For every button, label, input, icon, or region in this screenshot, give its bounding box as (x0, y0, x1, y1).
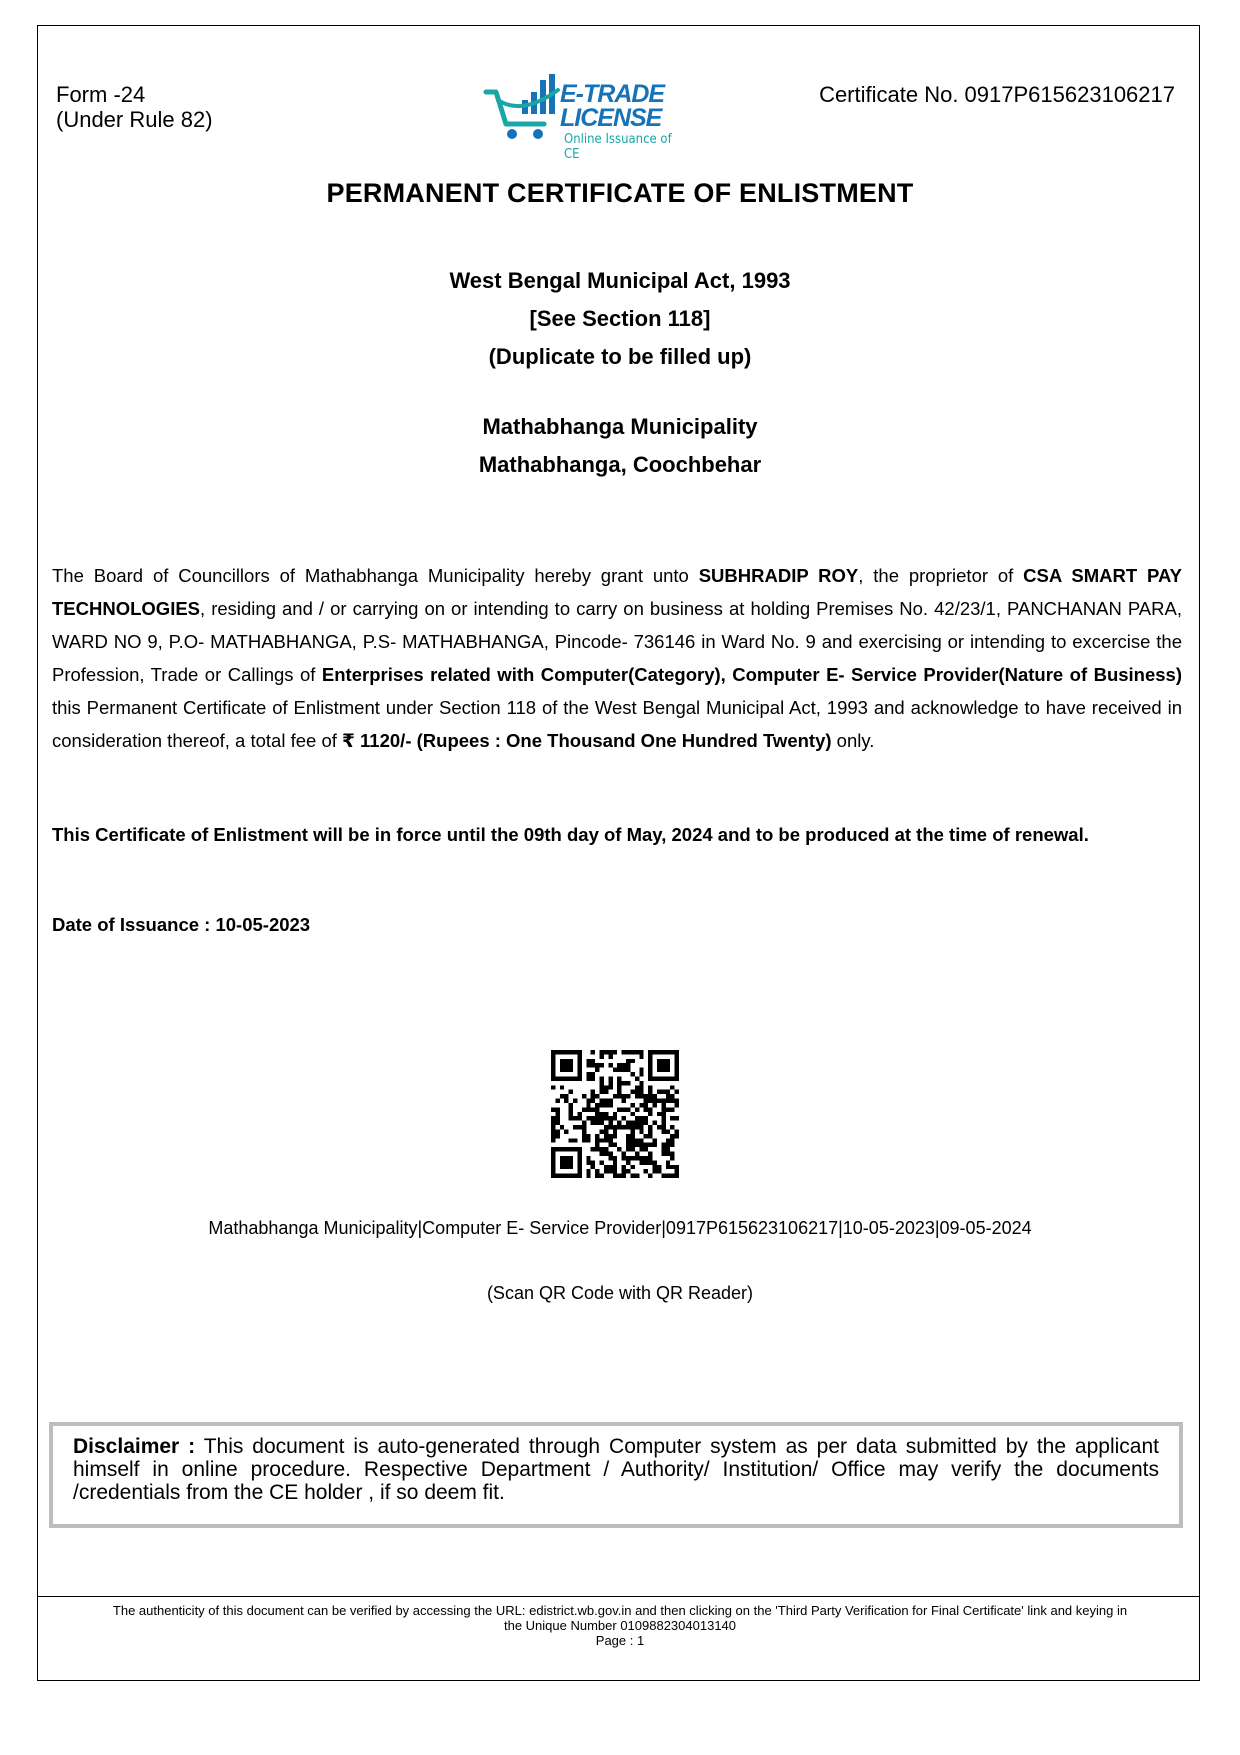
act-name: West Bengal Municipal Act, 1993 (449, 268, 791, 293)
disclaimer-text: This document is auto-generated through Computer system as per data submitted by the applicant himself in online procedure. Respective Department / Authority/ Institution/ Office may verify the documents /credentials from the CE holder , if so deem fit. (73, 1435, 1159, 1504)
grant-paragraph (52, 559, 1182, 757)
body-text: only. (831, 730, 875, 751)
act-section: [See Section 118] (529, 306, 711, 331)
verification-footer (50, 1603, 1190, 1648)
body-text: The Board of Councillors of Mathabhanga Municipality hereby grant unto (52, 565, 699, 586)
disclaimer-box (49, 1422, 1183, 1528)
unique-number: the Unique Number 0109882304013140 (503, 1618, 737, 1633)
document-title: PERMANENT CERTIFICATE OF ENLISTMENT (326, 178, 914, 208)
logo-tagline: Online Issuance of CE (564, 132, 672, 162)
proprietor-name: SUBHRADIP ROY (698, 565, 859, 586)
fee-amount: ₹ 1120/- (Rupees : One Thousand One Hundred Twenty) (342, 730, 832, 751)
logo-text-license: LICENSE (560, 104, 662, 132)
page-number: Page : 1 (595, 1633, 645, 1648)
qr-hint: (Scan QR Code with QR Reader) (486, 1283, 754, 1303)
municipality-name: Mathabhanga Municipality (482, 414, 758, 439)
municipality-location: Mathabhanga, Coochbehar (478, 452, 762, 477)
footer-divider (37, 1596, 1200, 1597)
act-reference (0, 262, 1240, 376)
validity-statement: This Certificate of Enlistment will be in force until the 09th day of May, 2024 and to be produced at the time of renewal. (52, 824, 1089, 845)
duplicate-note: (Duplicate to be filled up) (488, 344, 752, 369)
disclaimer-label: Disclaimer : (73, 1435, 196, 1458)
qr-caption: Mathabhanga Municipality|Computer E- Service Provider|0917P615623106217|10-05-2023|09-05-2024 (208, 1218, 1032, 1238)
issuance-date: Date of Issuance : 10-05-2023 (52, 914, 311, 935)
issuing-authority (0, 408, 1240, 484)
form-number (56, 82, 213, 132)
form-line: Form -24 (56, 82, 146, 107)
body-text: , residing and / or carrying on or intending to carry on business at holding Premises No. 42/23/1, PANCHANAN PARA, WARD NO 9, P.O- MATHABHANGA, P.S- MATHABHANGA, Pincode- 736146 in Ward No. 9 and exercising or intending to excercise the Profession, Trade or Callings of (52, 598, 1182, 685)
trade-category: Enterprises related with Computer(Category), Computer E- Service Provider(Nature of Business) (321, 664, 1182, 685)
qr-code (551, 1050, 679, 1178)
certificate-number: Certificate No. 0917P615623106217 (819, 82, 1175, 107)
cart-chart-icon (482, 70, 562, 152)
business-name: CSA SMART PAY TECHNOLOGIES (52, 565, 1182, 619)
body-text: this Permanent Certificate of Enlistment under Section 118 of the West Bengal Municipal Act, 1993 and acknowledge to have received in consideration thereof, a total fee of (52, 697, 1182, 751)
body-text: , the proprietor of (858, 565, 1024, 586)
rule-line: (Under Rule 82) (56, 107, 213, 132)
verification-text: The authenticity of this document can be verified by accessing the URL: edistrict.wb.gov.in and then clicking on the 'Third Party Verification for Final Certificate' link and keying in (112, 1603, 1128, 1618)
etrade-logo (482, 70, 682, 162)
logo-text-etrade: E-TRADE (560, 80, 665, 108)
